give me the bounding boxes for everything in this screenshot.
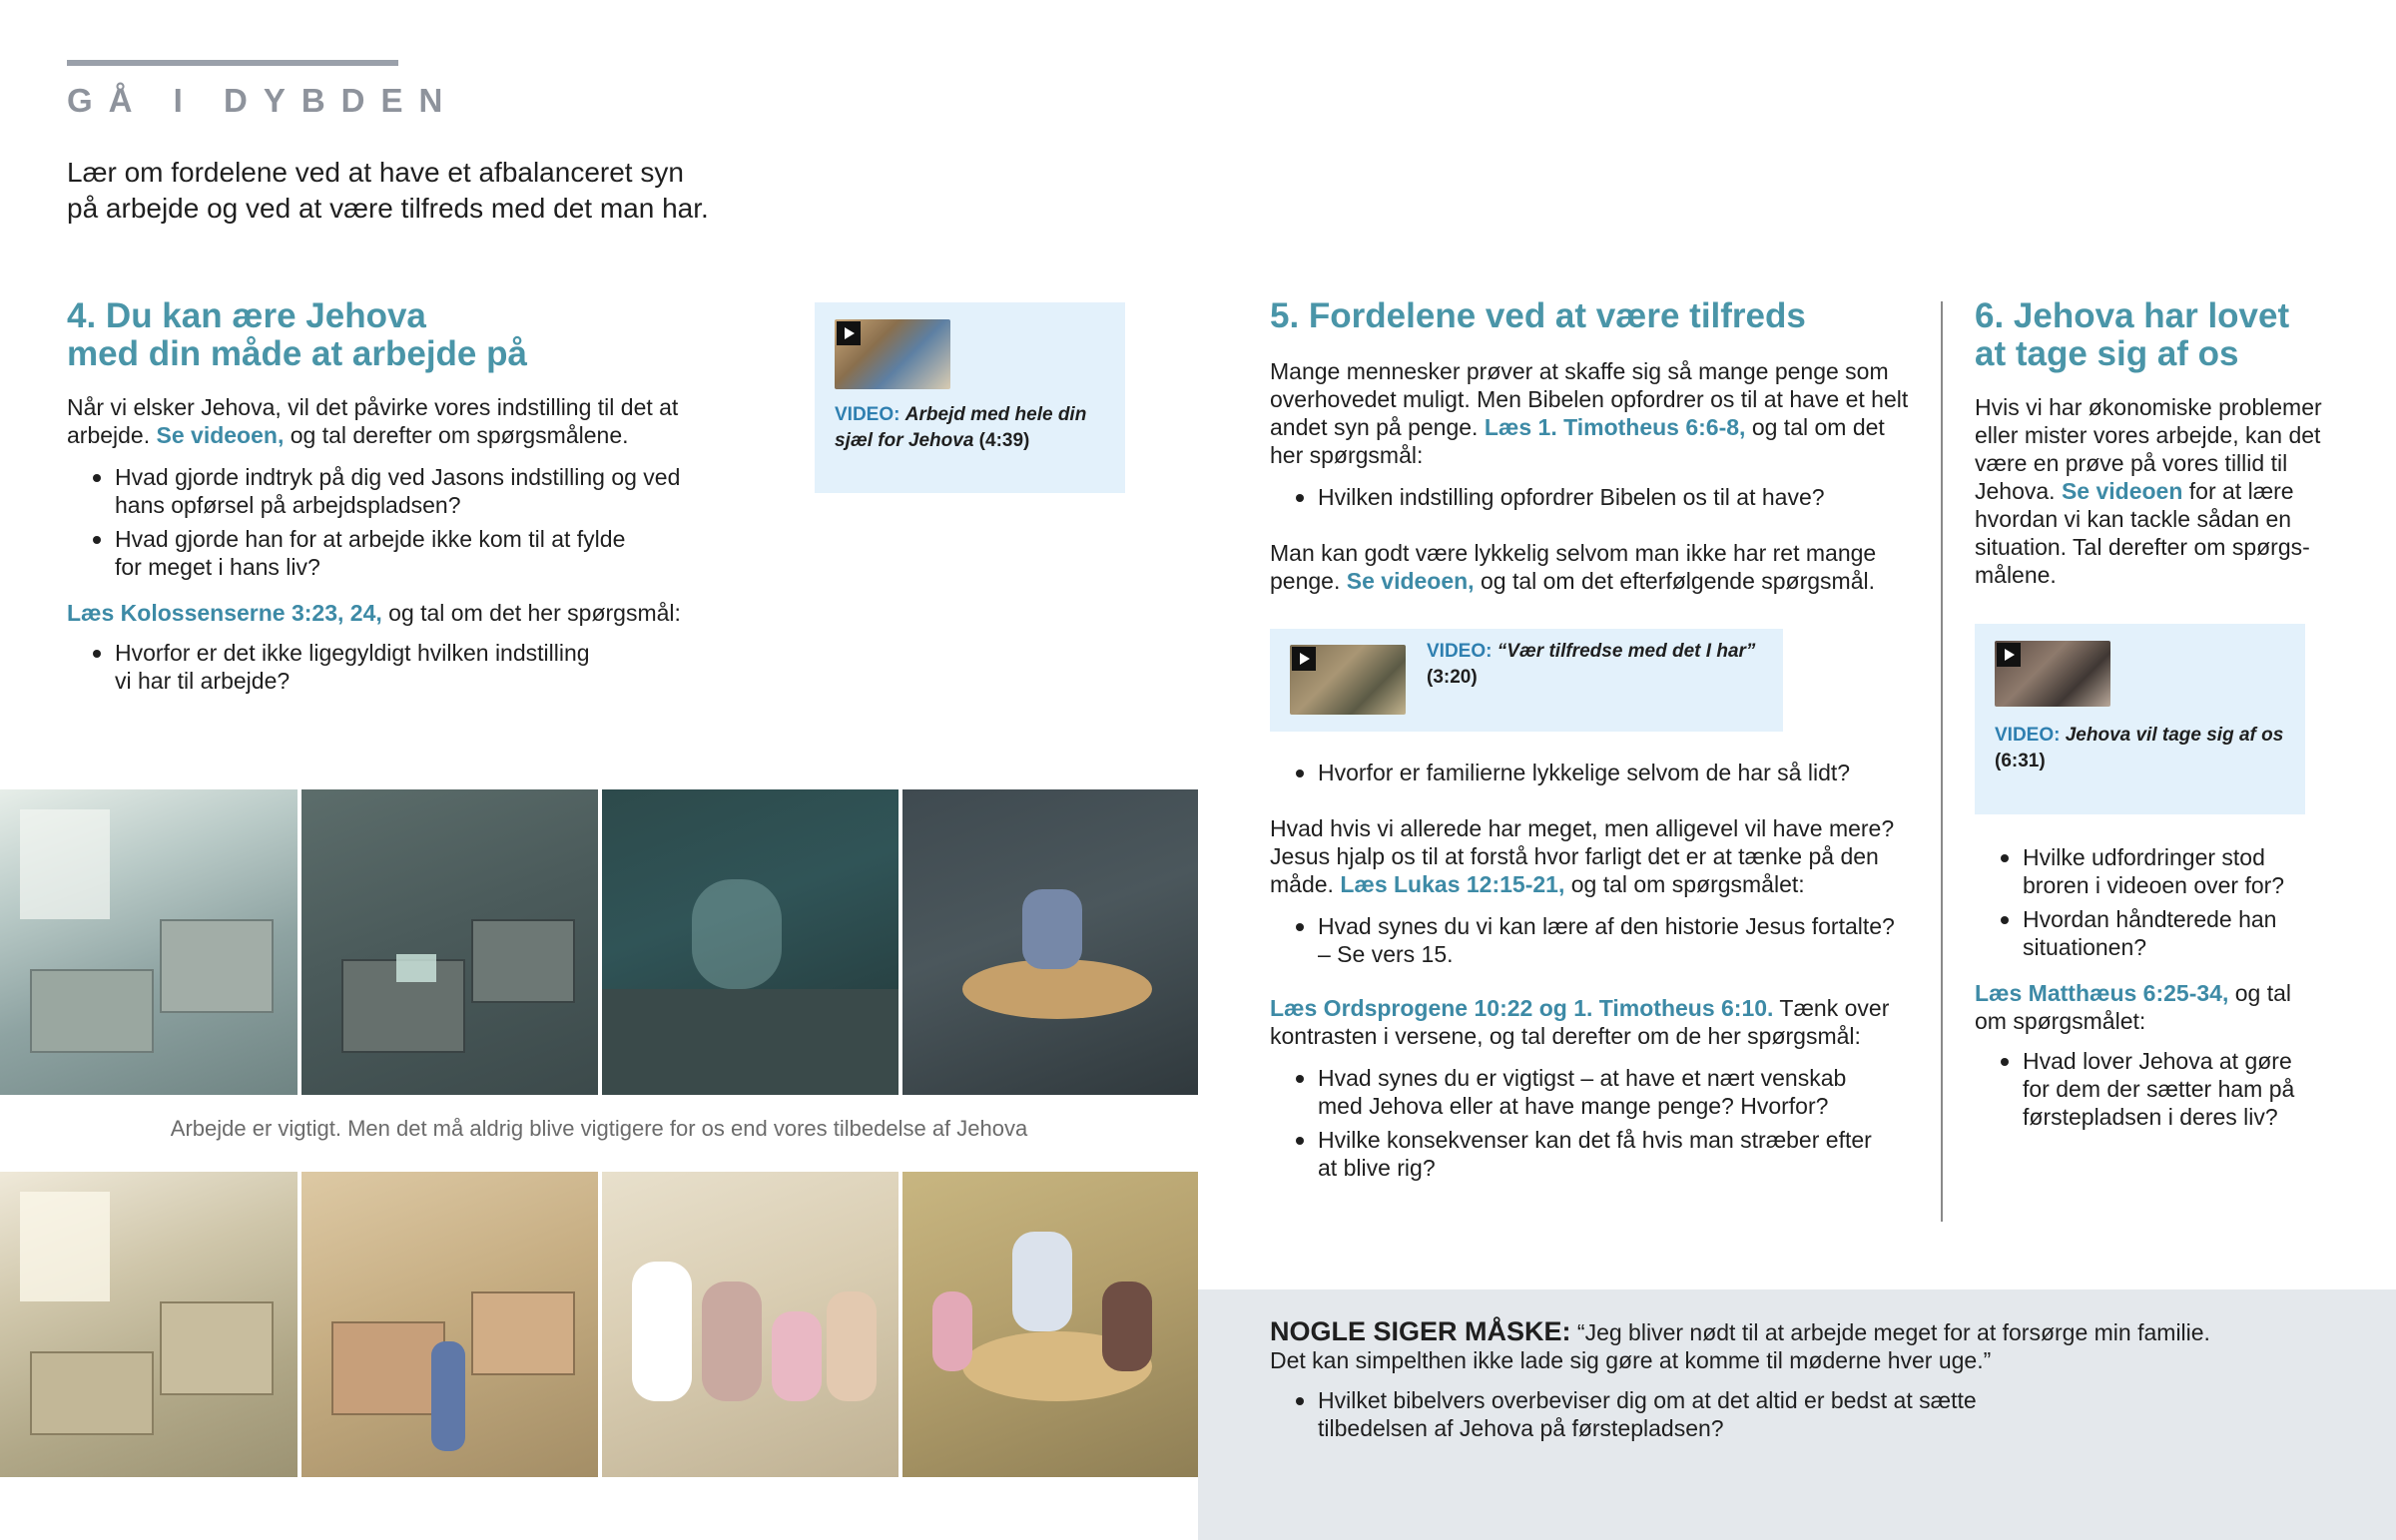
video-caption — [1995, 723, 2294, 774]
screen-glow — [396, 954, 436, 982]
text-span: og tal — [2228, 980, 2292, 1006]
person — [702, 1282, 762, 1401]
cubicle — [471, 1291, 575, 1375]
paragraph-line — [67, 421, 806, 449]
illustration-panel-office-evening — [301, 789, 598, 1095]
see-video-link[interactable]: Se videoen, — [156, 422, 285, 448]
question-line: tilbedelsen af Jehova på førstepladsen? — [1318, 1415, 1724, 1441]
illustration-panel-kitchen-night — [902, 789, 1198, 1095]
paragraph-line: kontrasten i versene, og tal derefter om de her spørgsmål: — [1270, 1023, 1861, 1049]
question-item: Hvorfor er familierne lykkelige selvom de har så lidt? — [1270, 759, 1929, 786]
paragraph-line: hvordan vi kan tackle sådan en — [1975, 506, 2292, 532]
section-5-questions-2 — [1270, 759, 1929, 786]
paragraph-line: situation. Tal derefter om spørgs- — [1975, 534, 2310, 560]
text-span: Jehova. — [1975, 478, 2062, 504]
paragraph-line — [1975, 477, 2374, 505]
paragraph-line — [1270, 994, 1929, 1022]
illustration-panel-office-day — [0, 789, 298, 1095]
text-span: penge. — [1270, 568, 1347, 594]
illustration-caption: Arbejde er vigtigt. Men det må aldrig blive vigtigere for os end vores tilbedelse af Jehova — [170, 1116, 1028, 1141]
section-5-questions-3 — [1270, 912, 1929, 968]
some-say-label: NOGLE SIGER MÅSKE: — [1270, 1316, 1571, 1346]
section-4-paragraph — [67, 393, 806, 449]
cubicle — [30, 1351, 154, 1435]
person — [1012, 1232, 1072, 1331]
scripture-link-proverbs-timothy[interactable]: Læs Ordsprogene 10:22 og 1. Timotheus 6:10. — [1270, 995, 1774, 1021]
section-4 — [67, 297, 806, 695]
section-6-paragraph — [1975, 393, 2374, 589]
cubicle — [30, 969, 154, 1053]
question-line: Hvad gjorde han for at arbejde ikke kom til at fylde — [115, 526, 626, 552]
cubicle — [160, 919, 274, 1013]
paragraph-line — [1270, 870, 1929, 898]
window — [20, 1192, 110, 1301]
paragraph-line: Jesus hjalp os til at forstå hvor farligt det er at tænke på den — [1270, 843, 1879, 869]
video-caption — [1427, 639, 1776, 691]
question-item — [1270, 1126, 1929, 1182]
section-6-heading — [1975, 297, 2374, 373]
illustration-panel-family-dinner — [902, 1172, 1198, 1477]
paragraph-line — [1975, 979, 2374, 1007]
person — [827, 1291, 877, 1401]
paragraph-line: Mange mennesker prøver at skaffe sig så mange penge som — [1270, 358, 1889, 384]
intro-text — [67, 155, 766, 227]
person — [772, 1311, 822, 1401]
question-line: Hvilke konsekvenser kan det få hvis man stræber efter — [1318, 1127, 1872, 1153]
paragraph-line: her spørgsmål: — [1270, 442, 1424, 468]
paragraph-line: Når vi elsker Jehova, vil det påvirke vores indstilling til det at — [67, 394, 679, 420]
person — [1022, 889, 1082, 969]
text-span: Tænk over — [1773, 995, 1890, 1021]
section-4-heading — [67, 297, 806, 373]
scripture-link-colossians[interactable]: Læs Kolossenserne 3:23, 24, — [67, 600, 382, 626]
illustration-panel-meeting — [602, 1172, 898, 1477]
question-line: situationen? — [2023, 934, 2147, 960]
question-line: at blive rig? — [1318, 1155, 1436, 1181]
play-icon — [1292, 647, 1316, 671]
text-span: for at lære — [2182, 478, 2294, 504]
person — [1102, 1282, 1152, 1371]
see-video-link[interactable]: Se videoen — [2061, 478, 2183, 504]
section-4-questions — [67, 463, 806, 581]
text-span: måde. — [1270, 871, 1341, 897]
video-title: “Vær tilfredse med det I har” — [1497, 641, 1756, 662]
some-say-content — [1270, 1317, 2368, 1442]
section-5-questions-4 — [1270, 1064, 1929, 1182]
question-line: Hvilket bibelvers overbeviser dig om at det altid er bedst at sætte — [1318, 1387, 1977, 1413]
intro-line: Lær om fordelene ved at have et afbalanceret syn — [67, 157, 684, 188]
some-say-box — [1198, 1289, 2396, 1540]
question-item — [67, 639, 806, 695]
heading-line: 6. Jehova har lovet — [1975, 296, 2290, 335]
paragraph-line — [1270, 413, 1929, 441]
question-line: Hvad synes du vi kan lære af den historie Jesus fortalte? — [1318, 913, 1895, 939]
video-duration: (6:31) — [1995, 751, 2046, 771]
video-label: VIDEO: — [835, 404, 900, 425]
person-walking — [431, 1341, 465, 1451]
paragraph-line — [1270, 567, 1929, 595]
intro-line: på arbejde og ved at være tilfreds med det man har. — [67, 193, 709, 224]
scripture-link-matthew[interactable]: Læs Matthæus 6:25-34, — [1975, 980, 2229, 1006]
question-line: for meget i hans liv? — [115, 554, 320, 580]
question-line: – Se vers 15. — [1318, 941, 1454, 967]
section-6-questions — [1975, 843, 2374, 961]
text-span: og tal om spørgsmålet: — [1564, 871, 1805, 897]
section-6-questions-2 — [1975, 1047, 2374, 1131]
video-title: Arbejd med hele din — [904, 404, 1087, 425]
column-divider — [1941, 301, 1943, 1222]
text-span: og tal derefter om spørgsmålene. — [284, 422, 629, 448]
video-box-jehova-cares[interactable] — [1975, 624, 2305, 814]
section-5-paragraph-2 — [1270, 539, 1929, 595]
text-span: og tal om det — [1745, 414, 1885, 440]
video-title: Jehova vil tage sig af os — [2065, 725, 2284, 746]
paragraph-line: om spørgsmålet: — [1975, 1008, 2146, 1034]
text-span: arbejde. — [67, 422, 157, 448]
question-item — [1270, 912, 1929, 968]
video-title: sjæl for Jehova — [835, 430, 974, 451]
paragraph-line: Man kan godt være lykkelig selvom man ikke har ret mange — [1270, 540, 1877, 566]
section-5-paragraph-4 — [1270, 994, 1929, 1050]
section-4-questions-2 — [67, 639, 806, 695]
text-span: og tal om det her spørgsmål: — [381, 600, 681, 626]
heading-line: 4. Du kan ære Jehova — [67, 296, 426, 335]
question-line: førstepladsen i deres liv? — [2023, 1104, 2278, 1130]
paragraph-line: Hvad hvis vi allerede har meget, men alligevel vil have mere? — [1270, 815, 1895, 841]
question-item — [1975, 1047, 2374, 1131]
question-line: Hvorfor er det ikke ligegyldigt hvilken indstilling — [115, 640, 590, 666]
quote-line: “Jeg bliver nødt til at arbejde meget for at forsørge min familie. — [1570, 1319, 2210, 1345]
cubicle — [471, 919, 575, 1003]
section-5-heading: 5. Fordelene ved at være tilfreds — [1270, 296, 1806, 335]
video-duration: (3:20) — [1427, 667, 1478, 688]
some-say-quote — [1270, 1317, 2368, 1374]
text-span: andet syn på penge. — [1270, 414, 1485, 440]
person — [932, 1291, 972, 1371]
video-thumbnail[interactable] — [1995, 641, 2110, 707]
video-box-work[interactable] — [815, 302, 1125, 493]
video-caption — [835, 402, 1119, 454]
section-6 — [1975, 297, 2374, 589]
question-item — [67, 463, 806, 519]
see-video-link[interactable]: Se videoen, — [1346, 568, 1475, 594]
paragraph-line: være en prøve på vores tillid til — [1975, 450, 2288, 476]
section-5-paragraph-1 — [1270, 357, 1929, 469]
section-6-read — [1975, 979, 2374, 1035]
section-6-continued — [1975, 843, 2374, 1131]
heading-line: med din måde at arbejde på — [67, 334, 527, 373]
section-5-paragraph-3 — [1270, 814, 1929, 898]
question-line: hans opførsel på arbejdspladsen? — [115, 492, 461, 518]
paragraph-line: overhovedet muligt. Men Bibelen opfordrer os til at have et helt — [1270, 386, 1909, 412]
play-icon — [837, 321, 861, 345]
illustration-top-row — [0, 789, 1198, 1095]
eyebrow-rule — [67, 60, 398, 66]
paragraph-line: eller mister vores arbejde, kan det — [1975, 422, 2321, 448]
video-label: VIDEO: — [1427, 641, 1493, 662]
cubicle — [160, 1301, 274, 1395]
video-duration: (4:39) — [978, 430, 1030, 451]
play-icon — [1997, 643, 2021, 667]
section-5 — [1270, 297, 1929, 595]
paragraph-line: målene. — [1975, 562, 2057, 588]
paragraph-line: Hvis vi har økonomiske problemer — [1975, 394, 2322, 420]
question-line: Hvad gjorde indtryk på dig ved Jasons indstilling og ved — [115, 464, 681, 490]
cubicle — [331, 1321, 445, 1415]
person — [632, 1262, 692, 1401]
question-line: Hvilke udfordringer stod — [2023, 844, 2265, 870]
some-say-questions — [1270, 1386, 2368, 1442]
illustration-panel-leaving-work — [301, 1172, 598, 1477]
question-line: vi har til arbejde? — [115, 668, 291, 694]
question-line: broren i videoen over for? — [2023, 872, 2285, 898]
scripture-link-luke[interactable]: Læs Lukas 12:15-21, — [1340, 871, 1565, 897]
section-4-read — [67, 599, 806, 627]
question-line: for dem der sætter ham på — [2023, 1076, 2295, 1102]
question-item — [1270, 1064, 1929, 1120]
illustration-bottom-row — [0, 1172, 1198, 1477]
heading-line: at tage sig af os — [1975, 334, 2239, 373]
quote-line: Det kan simpelthen ikke lade sig gøre at komme til møderne hver uge.” — [1270, 1347, 1992, 1373]
video-thumbnail[interactable] — [1290, 645, 1406, 715]
question-item: Hvilken indstilling opfordrer Bibelen os til at have? — [1270, 483, 1929, 511]
illustration-panel-office-night — [602, 789, 898, 1095]
text-span: og tal om det efterfølgende spørgsmål. — [1474, 568, 1875, 594]
illustration-panel-office-day — [0, 1172, 298, 1477]
question-item — [67, 525, 806, 581]
scripture-link-timothy[interactable]: Læs 1. Timotheus 6:6-8, — [1484, 414, 1746, 440]
worker-lit — [692, 879, 782, 989]
question-item — [1975, 905, 2374, 961]
section-5-continued — [1270, 759, 1929, 1182]
video-thumbnail[interactable] — [835, 319, 950, 389]
question-item — [1975, 843, 2374, 899]
question-line: Hvordan håndterede han — [2023, 906, 2277, 932]
question-item — [1270, 1386, 2368, 1442]
cubicle-wall — [602, 989, 898, 1095]
question-line: med Jehova eller at have mange penge? Hvorfor? — [1318, 1093, 1829, 1119]
section-eyebrow: GÅ I DYBDEN — [67, 82, 459, 119]
section-5-questions-1 — [1270, 483, 1929, 511]
window — [20, 809, 110, 919]
video-box-content[interactable] — [1270, 629, 1783, 732]
video-label: VIDEO: — [1995, 725, 2061, 746]
question-line: Hvad synes du er vigtigst – at have et nært venskab — [1318, 1065, 1847, 1091]
question-line: Hvad lover Jehova at gøre — [2023, 1048, 2292, 1074]
